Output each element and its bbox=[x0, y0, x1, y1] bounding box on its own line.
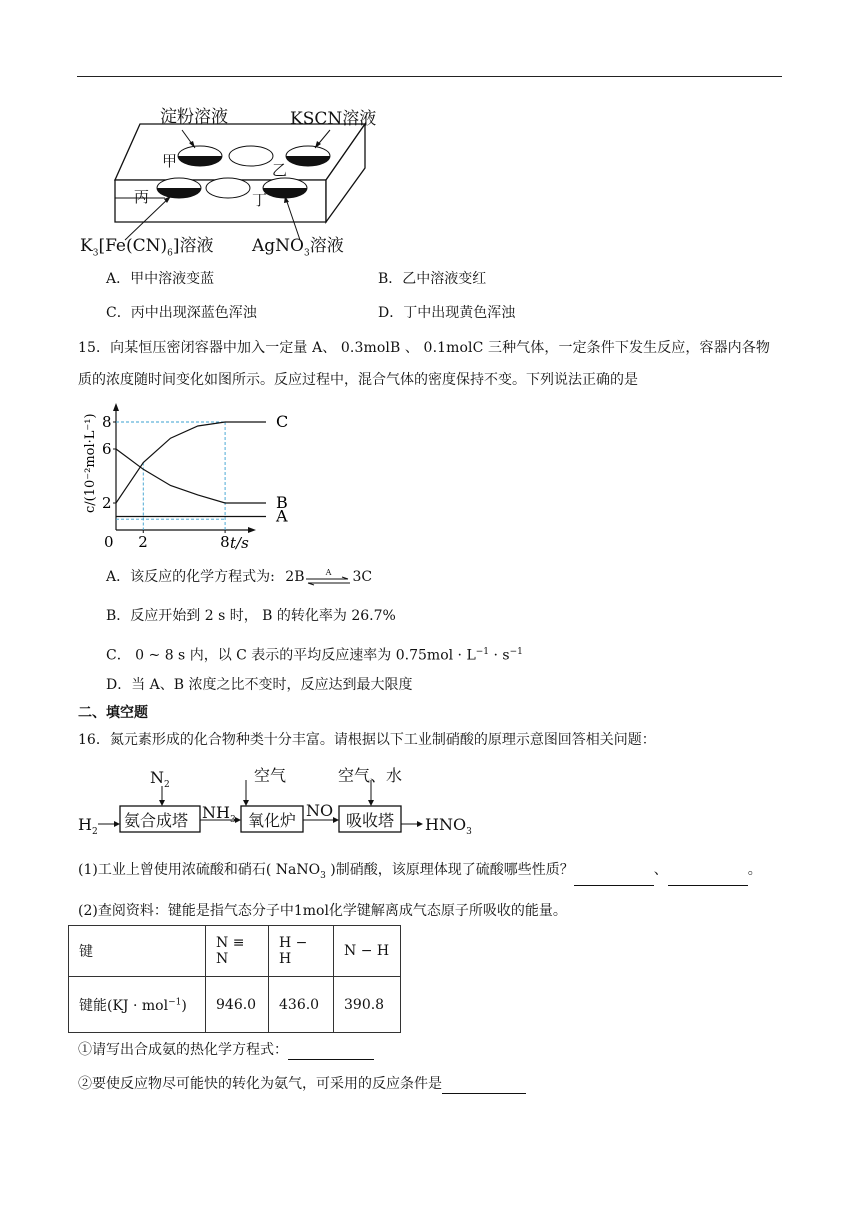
q16-part2: (2)查阅资料：键能是指气态分子中1mol化学键解离成气态原子所吸收的能量。 bbox=[78, 903, 567, 919]
label-kscn: KSCN溶液 bbox=[290, 109, 377, 129]
table-cell-hh: 436.0 bbox=[269, 977, 334, 1033]
flow-n2: $N_2$ bbox=[150, 768, 170, 791]
label-yi: 乙 bbox=[272, 161, 288, 179]
answer-blank-4[interactable] bbox=[442, 1079, 526, 1094]
flow-air-water: 空气、水 bbox=[338, 766, 403, 785]
table-header-bond: 键 bbox=[69, 926, 206, 977]
table-header-nn: N ≡ N bbox=[206, 926, 269, 977]
x-axis-arrow bbox=[248, 527, 256, 533]
reversible-arrow: A bbox=[306, 569, 350, 585]
concentration-time-chart bbox=[80, 395, 289, 555]
answer-blank-1[interactable] bbox=[574, 871, 654, 886]
q14-option-c: C．丙中出现深蓝色浑浊 bbox=[106, 305, 257, 321]
flow-nh3: $NH_3$ bbox=[202, 803, 236, 826]
table-cell-nn: 946.0 bbox=[206, 977, 269, 1033]
label-jia: 甲 bbox=[162, 152, 178, 170]
q16-intro: 16．氮元素形成的化合物种类十分丰富。请根据以下工业制硝酸的原理示意图回答相关问题： bbox=[78, 732, 656, 748]
q15-option-a: A．该反应的化学方程式为: 2B A 3C bbox=[106, 568, 373, 585]
q15-stem-line1: 15．向某恒压密闭容器中加入一定量 A、 0.3molB 、 0.1molC 三种气体，一定条件下发生反应，容器内各物 bbox=[78, 340, 770, 356]
table-header-hh: H − H bbox=[269, 926, 334, 977]
q14-option-b: B．乙中溶液变红 bbox=[378, 271, 487, 287]
x-axis-label: t/s bbox=[230, 534, 249, 552]
q15-option-c: C． 0 ~ 8 s 内，以 C 表示的平均反应速率为 $0.75mol \cdot L^{-1} \cdot s^{-1}$ bbox=[106, 647, 523, 664]
series-line-B bbox=[116, 449, 266, 503]
flow-box-absorption-tower: 吸收塔 bbox=[346, 811, 395, 830]
table-cell-nh: 390.8 bbox=[334, 977, 401, 1033]
q16-part1: (1)工业上曾使用浓硫酸和硝石( NaNO$_3$ )制硝酸，该原理体现了硫酸哪些性质？ 、 。 bbox=[78, 860, 762, 886]
flow-air: 空气 bbox=[254, 766, 287, 785]
answer-blank-2[interactable] bbox=[668, 871, 748, 886]
y-tick-label: 2 bbox=[102, 494, 112, 512]
y-tick-label: 8 bbox=[102, 413, 112, 431]
flow-hno3: $HNO_3$ bbox=[425, 815, 472, 838]
header-rule bbox=[77, 76, 782, 77]
well-empty-2 bbox=[206, 178, 250, 198]
answer-blank-3[interactable] bbox=[288, 1045, 374, 1060]
x-tick-label: 2 bbox=[138, 533, 148, 551]
label-bing: 丙 bbox=[134, 188, 150, 206]
well-empty-1 bbox=[229, 146, 273, 166]
origin-label: 0 bbox=[104, 533, 114, 551]
series-label-A: A bbox=[276, 506, 288, 526]
q15-option-b: B．反应开始到 2 s 时， B 的转化率为 26.7% bbox=[106, 608, 396, 624]
series-label-C: C bbox=[276, 412, 289, 431]
flow-box-ammonia-tower: 氨合成塔 bbox=[124, 811, 189, 830]
y-axis-label: c/(10⁻²mol·L⁻¹) bbox=[83, 413, 98, 513]
label-k3fecn6: $K_3[Fe(CN)_6]$溶液 bbox=[80, 236, 214, 259]
q16-subq2: ②要使反应物尽可能快的转化为氨气，可采用的反应条件是 bbox=[78, 1074, 526, 1094]
x-tick-label: 8 bbox=[220, 533, 230, 551]
label-starch: 淀粉溶液 bbox=[160, 107, 228, 127]
q15-stem-line2: 质的浓度随时间变化如图所示。反应过程中，混合气体的密度保持不变。下列说法正确的是 bbox=[78, 372, 638, 388]
q15-option-d: D．当 A、B 浓度之比不变时，反应达到最大限度 bbox=[106, 677, 413, 693]
y-tick-label: 6 bbox=[102, 440, 112, 458]
flow-no: NO bbox=[306, 801, 334, 820]
q14-option-d: D．丁中出现黄色浑浊 bbox=[378, 305, 516, 321]
label-ding: 丁 bbox=[252, 191, 268, 209]
series-label-B: B bbox=[276, 493, 288, 512]
series-line-C bbox=[116, 422, 266, 503]
q16-subq1: ①请写出合成氨的热化学方程式： bbox=[78, 1040, 374, 1060]
table-row-label: 键能(KJ · mol$^{-1}$) bbox=[69, 977, 206, 1033]
label-agno3: AgNO$_3$溶液 bbox=[252, 236, 344, 259]
bond-energy-table bbox=[68, 925, 401, 1033]
flow-h2: $H_2$ bbox=[78, 815, 98, 838]
section-heading: 二、填空题 bbox=[78, 705, 148, 721]
q14-option-a: A．甲中溶液变蓝 bbox=[106, 271, 215, 287]
y-axis-arrow bbox=[113, 403, 119, 411]
flow-box-oxidation-furnace: 氧化炉 bbox=[248, 811, 297, 830]
table-header-nh: N − H bbox=[334, 926, 401, 977]
